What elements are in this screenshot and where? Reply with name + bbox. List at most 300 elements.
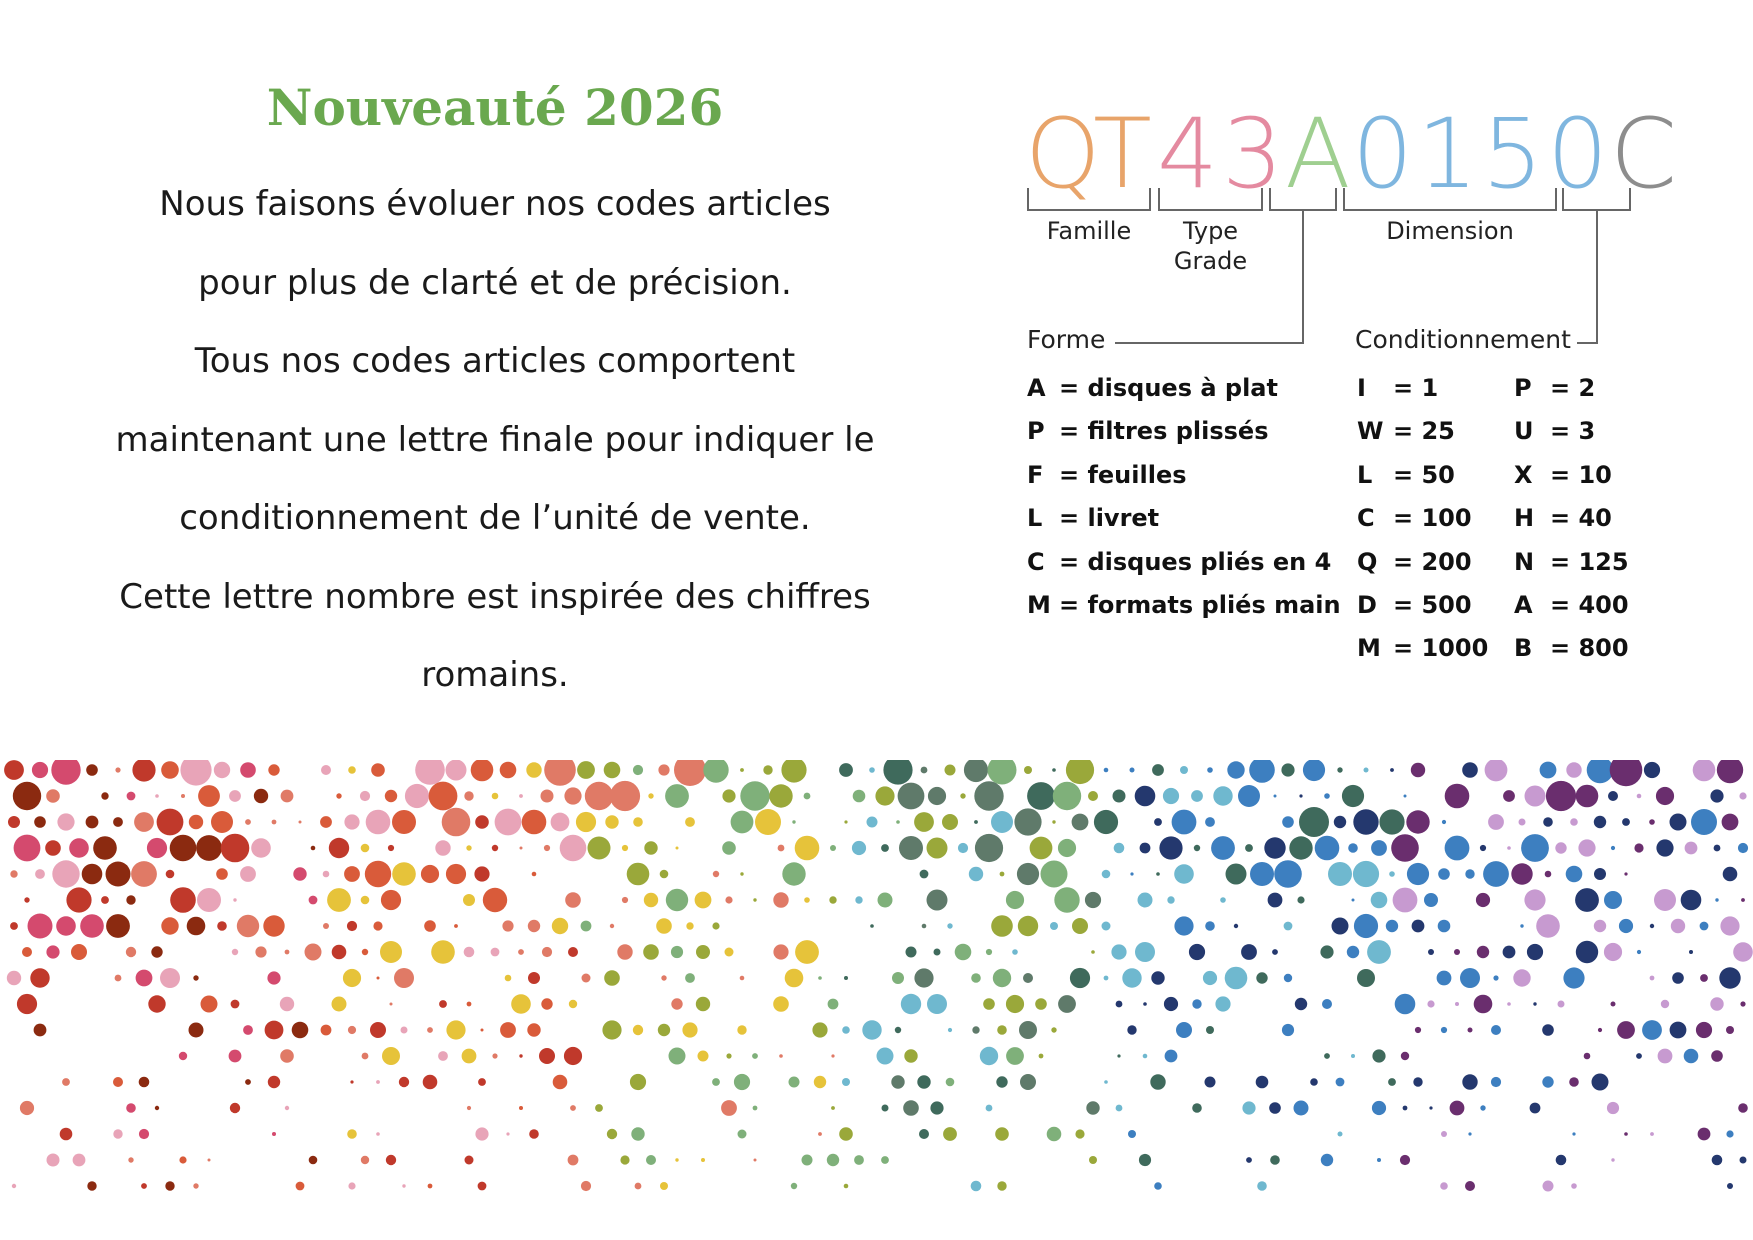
decorative-dot [380, 941, 402, 963]
decorative-dot [974, 820, 978, 824]
decorative-dot [1637, 794, 1642, 799]
decorative-dot [1661, 1000, 1669, 1008]
decorative-dot [321, 765, 331, 775]
decorative-dot [10, 870, 17, 877]
decorative-dot [666, 889, 688, 911]
decorative-dot [1395, 994, 1416, 1015]
decorative-dot [293, 867, 306, 880]
conditionnement-row [1514, 627, 1629, 670]
decorative-dot [773, 944, 788, 959]
decorative-dot [804, 897, 810, 903]
decorative-dot [211, 811, 233, 833]
decorative-dot [631, 1127, 644, 1140]
decorative-dot [1086, 1101, 1099, 1114]
decorative-dot [1206, 1026, 1214, 1034]
decorative-dot [386, 1155, 396, 1165]
decorative-dot [1545, 871, 1552, 878]
decorative-dot [481, 1029, 484, 1032]
decorative-dot [526, 762, 541, 777]
decorative-dot [1192, 999, 1201, 1008]
decorative-dot [285, 1106, 289, 1110]
decorative-dot [309, 896, 318, 905]
decorative-dot [1693, 760, 1716, 781]
decorative-dot [1738, 1103, 1748, 1113]
decorative-dot [14, 835, 41, 862]
decorative-dot [725, 948, 734, 957]
forme-row [1027, 497, 1341, 540]
decorative-dot [818, 1132, 822, 1136]
decorative-dot [607, 1129, 617, 1139]
decorative-dot [193, 1183, 198, 1188]
conditionnement-row [1514, 497, 1629, 540]
decorative-dot [1507, 846, 1511, 850]
decorative-dot [1297, 896, 1304, 903]
decorative-dot [581, 921, 592, 932]
decorative-dot [1274, 860, 1302, 888]
decorative-dot [1027, 782, 1055, 810]
decorative-dot [755, 809, 781, 835]
decorative-dot [179, 1156, 186, 1163]
decorative-dot [1424, 893, 1438, 907]
decorative-dot [1030, 837, 1053, 860]
decorative-dot [1491, 1077, 1501, 1087]
decorative-dot [1245, 844, 1253, 852]
decorative-dot [1533, 1002, 1536, 1005]
conditionnement-row [1514, 367, 1629, 410]
decorative-dot [778, 845, 785, 852]
decorative-dot [1584, 1053, 1591, 1060]
decorative-dot [1324, 1053, 1330, 1059]
decorative-dot [1670, 814, 1687, 831]
decorative-dot [1572, 1132, 1575, 1135]
decorative-dot [1039, 1054, 1044, 1059]
decorative-dot [1354, 914, 1378, 938]
decorative-dot [610, 781, 640, 811]
decorative-dot [1654, 889, 1676, 911]
decorative-dot [812, 1022, 827, 1037]
decorative-dot [1104, 1080, 1108, 1084]
decorative-dot [1610, 760, 1643, 786]
decorative-dot [1587, 760, 1614, 783]
decorative-dot [855, 896, 862, 903]
decorative-dot [1650, 924, 1654, 928]
decorative-dot [1569, 1077, 1579, 1087]
decorative-dot [1113, 790, 1126, 803]
decorative-dot [377, 977, 380, 980]
decorative-dot [1227, 761, 1244, 778]
decorative-dot [1104, 768, 1109, 773]
decorative-dot [1320, 945, 1333, 958]
decorative-dot [1180, 766, 1188, 774]
decorative-dot [635, 1183, 642, 1190]
decorative-dot [927, 838, 948, 859]
decorative-dot [17, 994, 37, 1014]
decorative-dot [713, 871, 719, 877]
decorative-dot [13, 782, 41, 810]
decorative-dot [1689, 950, 1693, 954]
decorative-dot [773, 996, 789, 1012]
decorative-dot [644, 893, 658, 907]
decorative-dot [633, 817, 643, 827]
decorative-dot [552, 918, 568, 934]
decorative-dot [1634, 843, 1643, 852]
decorative-dot [1130, 872, 1133, 875]
decorative-dot [1154, 1182, 1162, 1190]
decorative-dot [1058, 995, 1076, 1013]
decorative-dot [136, 970, 153, 987]
intro-line: Nous faisons évoluer nos codes articles [159, 184, 831, 224]
decorative-dot [914, 968, 933, 987]
decorative-dot [1167, 896, 1174, 903]
decorative-dot [570, 1105, 576, 1111]
decorative-dot [927, 890, 948, 911]
decorative-dot [581, 1181, 591, 1191]
decorative-dot [1050, 922, 1058, 930]
decorative-dot [891, 1075, 904, 1088]
decorative-dot [1576, 785, 1599, 808]
decorative-dot [323, 871, 330, 878]
decorative-dot [1000, 872, 1005, 877]
decorative-dot [1710, 997, 1723, 1010]
decorative-dot [106, 914, 130, 938]
decorative-dot [1351, 1054, 1355, 1058]
decorative-dot [930, 1101, 943, 1114]
decorative-dot [795, 940, 819, 964]
decorative-dot [643, 944, 659, 960]
decorative-dot [198, 785, 220, 807]
decorative-dot [898, 783, 925, 810]
intro-line: conditionnement de l’unité de vente. [179, 498, 811, 538]
decorative-dot [478, 1182, 487, 1191]
decorative-dot [365, 861, 391, 887]
decorative-dot [1256, 972, 1267, 983]
decorative-dot [1637, 950, 1641, 954]
decorative-dot [522, 810, 547, 835]
decorative-dot [371, 763, 385, 777]
decorative-dot [52, 860, 79, 887]
decorative-dot [648, 793, 653, 798]
decorative-dot [299, 821, 302, 824]
decorative-dot [844, 820, 847, 823]
decorative-dot [1525, 786, 1546, 807]
decorative-dot [644, 841, 657, 854]
decorative-dot [1246, 1157, 1252, 1163]
conditionnement-value: = 1 [1393, 374, 1439, 402]
decorative-dot [1491, 1025, 1501, 1035]
decorative-dot [106, 862, 131, 887]
decorative-dot [1566, 866, 1583, 883]
decorative-dot [1371, 892, 1388, 909]
decorative-dot [1477, 946, 1489, 958]
decorative-dot [1072, 814, 1089, 831]
decorative-dot [1578, 839, 1595, 856]
decorative-dot [71, 944, 87, 960]
decorative-dot [1733, 942, 1753, 962]
decorative-dot [696, 997, 710, 1011]
decorative-dot [997, 1025, 1007, 1035]
decorative-dot [658, 1024, 670, 1036]
decorative-dot [1644, 762, 1660, 778]
bracket-forme [1270, 188, 1336, 210]
decorative-dot [881, 844, 889, 852]
decorative-dot [627, 863, 650, 886]
decorative-dot [595, 1104, 603, 1112]
decorative-dot [660, 1182, 668, 1190]
decorative-dot [478, 1078, 486, 1086]
decorative-dot [240, 866, 256, 882]
decorative-dot [147, 838, 167, 858]
decorative-dot [740, 781, 769, 810]
decorative-dot [660, 870, 669, 879]
conditionnement-letter: Q [1357, 547, 1378, 576]
decorative-dot [1174, 916, 1193, 935]
decorative-dot [1650, 976, 1655, 981]
decorative-dot [568, 1155, 579, 1166]
decorative-dot [12, 1184, 16, 1188]
decorative-dot [686, 922, 693, 929]
decorative-dot [1480, 1105, 1485, 1110]
decorative-dot [1440, 1182, 1448, 1190]
decorative-dot [1111, 944, 1126, 959]
decorative-dot [942, 814, 958, 830]
decorative-dot [332, 997, 347, 1012]
decorative-dot [920, 870, 929, 879]
decorative-dot [1700, 974, 1708, 982]
decorative-dot [1428, 949, 1434, 955]
decorative-dot [1289, 836, 1312, 859]
decorative-dot [1140, 843, 1151, 854]
decorative-dot [1122, 968, 1141, 987]
decorative-dot [1476, 893, 1490, 907]
bracket-conditionnement [1563, 188, 1630, 210]
code-char: 0 [1351, 98, 1414, 210]
decorative-dot [292, 1022, 309, 1039]
decorative-dot [1611, 1002, 1616, 1007]
decorative-dot [1650, 1132, 1654, 1136]
decorative-dot [267, 971, 280, 984]
decorative-dot [669, 1048, 686, 1065]
decorative-dot [181, 794, 185, 798]
decorative-dot [1388, 1078, 1396, 1086]
decorative-dot [390, 1003, 393, 1006]
conditionnement-row [1357, 541, 1488, 584]
decorative-dot [1649, 819, 1655, 825]
decorative-dot [1558, 1001, 1565, 1008]
decorative-dot [1238, 785, 1260, 807]
decorative-dot [991, 915, 1013, 937]
decorative-dot [878, 893, 893, 908]
decorative-dot [1322, 999, 1332, 1009]
code-char: 3 [1221, 98, 1284, 210]
decorative-dot [1462, 1074, 1477, 1089]
decorative-dot [336, 793, 341, 798]
label-conditionnement: Conditionnement [1355, 325, 1577, 354]
decorative-dot [1072, 918, 1088, 934]
decorative-dot [529, 1129, 539, 1139]
decorative-dot [698, 1051, 709, 1062]
decorative-dot [972, 1026, 979, 1033]
decorative-dot [712, 1078, 720, 1086]
decorative-dot [1139, 1154, 1151, 1166]
decorative-dot [1006, 1047, 1024, 1065]
decorative-dot [577, 761, 595, 779]
decorative-dot [1347, 946, 1359, 958]
decorative-dot [1114, 843, 1125, 854]
intro-line: maintenant une lettre finale pour indiquer le [115, 419, 875, 460]
decorative-dot [296, 1182, 305, 1191]
decorative-dot [1513, 969, 1530, 986]
decorative-dot [376, 1080, 380, 1084]
decorative-dot [1135, 786, 1156, 807]
decorative-dot [568, 947, 578, 957]
decorative-dot [506, 1132, 509, 1135]
decorative-dot [870, 924, 874, 928]
decorative-dot [1172, 810, 1197, 835]
decorative-dot [804, 793, 811, 800]
decorative-dot [255, 946, 266, 957]
decorative-dot [1150, 1074, 1165, 1089]
decorative-dot [1324, 793, 1330, 799]
decorative-dot [373, 921, 382, 930]
decorative-dot [382, 1047, 400, 1065]
decorative-dot [721, 1100, 737, 1116]
decorative-dot [1619, 919, 1633, 933]
decorative-dot [272, 820, 277, 825]
decorative-dot [1156, 872, 1160, 876]
decorative-dot [272, 1132, 276, 1136]
decorative-dot [280, 1049, 294, 1063]
decorative-dot [520, 847, 523, 850]
decorative-dot [740, 768, 744, 772]
decorative-dot [1445, 784, 1470, 809]
decorative-dot [1205, 921, 1215, 931]
decorative-dot [986, 1105, 993, 1112]
decorative-dot [986, 949, 992, 955]
decorative-dot [1017, 863, 1039, 885]
decorative-dot [321, 1025, 332, 1036]
decorative-dot [853, 790, 866, 803]
decorative-dot [394, 968, 414, 988]
decorative-dot [197, 888, 221, 912]
decorative-dot [792, 820, 795, 823]
decorative-dot [388, 845, 394, 851]
decorative-dot [57, 813, 74, 830]
decorative-dot [1041, 861, 1068, 888]
decorative-dot [385, 790, 397, 802]
decorative-dot [831, 1054, 834, 1057]
decorative-dot [1332, 918, 1349, 935]
decorative-dot [1310, 1078, 1318, 1086]
forme-row [1027, 454, 1341, 497]
decorative-dot [1019, 1021, 1037, 1039]
decorative-dot [1203, 971, 1217, 985]
decorative-dot [350, 1080, 353, 1083]
decorative-dot [1485, 760, 1508, 781]
decorative-dot [370, 1022, 386, 1038]
decorative-dot [1379, 809, 1404, 834]
conditionnement-row [1357, 454, 1488, 497]
decorative-dot [1445, 836, 1470, 861]
decorative-dot [738, 1130, 747, 1139]
decorative-dot [922, 924, 927, 929]
decorative-dot [1130, 768, 1135, 773]
decorative-dot [827, 1154, 839, 1166]
decorative-dot [4, 760, 24, 780]
decorative-dot [896, 820, 900, 824]
decorative-dot [842, 1026, 850, 1034]
decorative-dot [814, 1076, 826, 1088]
decorative-dot [831, 1106, 835, 1110]
decorative-dot [1315, 836, 1340, 861]
decorative-dot [1720, 916, 1739, 935]
decorative-dot [245, 1079, 251, 1085]
decorative-dot [544, 760, 576, 786]
decorative-dot [541, 790, 554, 803]
decorative-dot [1234, 924, 1238, 928]
decorative-dot [155, 794, 159, 798]
decorative-dot [519, 1106, 523, 1110]
decorative-dot [221, 834, 250, 863]
decorative-dot [726, 1053, 731, 1058]
decorative-dot [166, 870, 175, 879]
decorative-dot [1006, 891, 1024, 909]
decorative-dot [161, 917, 178, 934]
decorative-dot [1390, 768, 1394, 772]
decorative-dot [1710, 789, 1723, 802]
decorative-dot [551, 813, 570, 832]
decorative-dot [46, 789, 60, 803]
intro-paragraph [95, 168, 895, 718]
decorative-dot [254, 789, 268, 803]
decorative-dot [492, 793, 499, 800]
decorative-dot [1714, 845, 1721, 852]
decorative-dot [1413, 1077, 1422, 1086]
decorative-dot [1176, 1022, 1192, 1038]
decorative-dot [1658, 1049, 1673, 1064]
code-char: 1 [1416, 98, 1479, 210]
decorative-dot [474, 866, 489, 881]
decorative-dot [1088, 791, 1098, 801]
conditionnement-value: = 200 [1393, 547, 1472, 576]
code-char: 0 [1546, 98, 1609, 210]
decorative-dot [1465, 1181, 1475, 1191]
decorative-dot [867, 817, 878, 828]
decorative-dot [934, 949, 941, 956]
decorative-dot [899, 836, 923, 860]
decorative-dot [1205, 1077, 1216, 1088]
decorative-dot [82, 864, 103, 885]
decorative-dot [1412, 920, 1425, 933]
decorative-dot [914, 812, 934, 832]
decorative-dot [20, 1101, 34, 1115]
decorative-dot [24, 897, 29, 902]
decorative-dot [997, 1181, 1006, 1190]
decorative-dot [62, 1078, 70, 1086]
decorative-dot [844, 976, 848, 980]
decorative-dot [1174, 864, 1194, 884]
decorative-dot [862, 1020, 881, 1039]
decorative-dot [263, 915, 284, 936]
decorative-dot [1696, 1022, 1712, 1038]
decorative-dot [344, 866, 360, 882]
decorative-dot [415, 760, 445, 785]
decorative-dot [703, 760, 728, 783]
code-char: 4 [1156, 98, 1219, 210]
decorative-dot [392, 862, 416, 886]
decorative-dot [73, 1154, 86, 1167]
decorative-dot [1353, 861, 1379, 887]
decorative-dot [1571, 1183, 1577, 1189]
